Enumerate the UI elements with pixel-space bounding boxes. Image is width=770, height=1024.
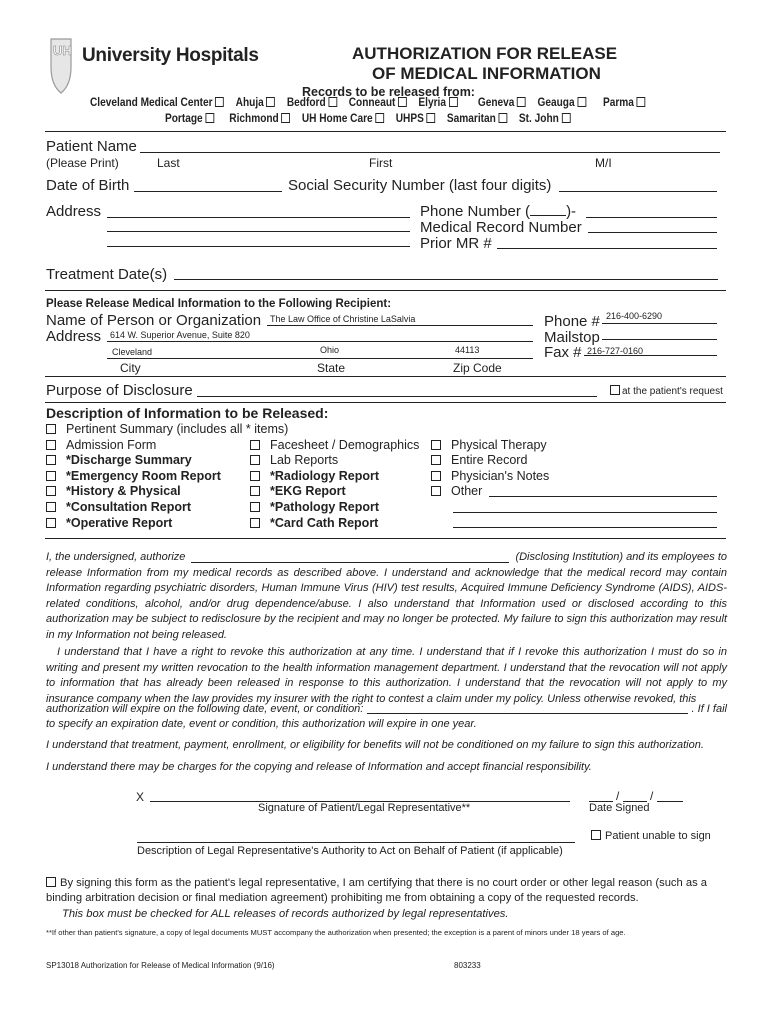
revoke-body: I understand that I have a right to revoke this authorization at any time. I understand that if I revoke this authorization I must do so in writing and present my written revocation to the health information management department. I understand that the revocation will not apply to information that has already been released in response to this authorization. I understand that the revocation will not apply to my insurance company when the law provides my insurer with the right to contest a claim under my policy. Unless otherwise revoked, this (46, 646, 727, 705)
info-item[interactable] (250, 438, 419, 454)
uh-shield-icon (47, 33, 77, 95)
info-checkbox[interactable] (250, 502, 260, 512)
address-line-3[interactable] (107, 246, 410, 247)
brand-name: University Hospitals (82, 45, 259, 66)
form-code: 803233 (454, 961, 481, 970)
expiration-line (46, 702, 727, 733)
location-11: UHPS (395, 113, 424, 125)
info-label: *Card Cath Report (270, 515, 379, 530)
info-item[interactable] (250, 469, 419, 485)
form-title-line2: OF MEDICAL INFORMATION (372, 64, 601, 83)
info-label: Other (451, 484, 483, 499)
location-1: Ahuja (235, 97, 264, 109)
location-0: Cleveland Medical Center (90, 97, 213, 109)
info-item[interactable] (431, 453, 549, 469)
patient-name-label: Patient Name (46, 138, 137, 155)
location-6-checkbox[interactable] (577, 97, 586, 107)
location-3: Conneaut (348, 97, 396, 109)
location-8-checkbox[interactable] (205, 113, 214, 123)
location-10: UH Home Care (301, 113, 373, 125)
info-checkbox[interactable] (46, 471, 56, 481)
recipient-name-label: Name of Person or Organization (46, 312, 262, 329)
first-name-label: First (369, 156, 393, 170)
zip-code-label: Zip Code (453, 361, 502, 375)
patient-request-option (610, 385, 723, 397)
recipient-name-value[interactable]: The Law Office of Christine LaSalvia (270, 314, 416, 324)
info-item[interactable] (250, 484, 419, 500)
info-checkbox[interactable] (46, 424, 56, 434)
certify-block (46, 876, 727, 922)
date-year-field[interactable] (657, 801, 683, 802)
unable-to-sign-label: Patient unable to sign (605, 830, 711, 842)
mailstop-field[interactable] (602, 339, 717, 340)
location-7-checkbox[interactable] (637, 97, 646, 107)
prior-mr-field[interactable] (497, 248, 717, 249)
info-item[interactable] (250, 453, 419, 469)
info-col2 (250, 438, 419, 532)
address-line-1[interactable] (107, 217, 410, 218)
mailstop-label: Mailstop (544, 329, 600, 346)
info-checkbox[interactable] (431, 440, 441, 450)
info-checkbox[interactable] (46, 502, 56, 512)
info-item[interactable] (250, 500, 419, 516)
location-5-checkbox[interactable] (517, 97, 526, 107)
location-11-checkbox[interactable] (426, 113, 435, 123)
location-9: Richmond (229, 113, 279, 125)
date-slash-1: / (616, 789, 620, 803)
recipient-heading: Please Release Medical Information to the Following Recipient: (46, 298, 392, 310)
prior-mr-label: Prior MR # (420, 235, 492, 252)
signature-x-mark: X (136, 790, 145, 804)
date-slash-2: / (650, 789, 654, 803)
expiration-last: to specify an expiration date, event or condition, this authorization will expire in one year. (46, 718, 477, 731)
info-label: *Emergency Room Report (66, 468, 221, 483)
recipient-city-value[interactable]: Cleveland (112, 347, 153, 357)
info-label: *Radiology Report (270, 468, 380, 483)
other-line-2[interactable] (453, 512, 717, 513)
info-checkbox[interactable] (250, 486, 260, 496)
info-col3 (431, 438, 549, 500)
phone-number-field[interactable] (586, 217, 717, 218)
patient-request-checkbox[interactable] (610, 385, 620, 395)
city-label: City (120, 361, 141, 375)
recipient-phone-label: Phone # (544, 313, 600, 330)
expiration-end: . If I fail (691, 702, 727, 715)
recipient-address-label: Address (46, 328, 102, 345)
signature-label: Signature of Patient/Legal Representative** (258, 802, 471, 814)
please-print-label: (Please Print) (46, 156, 119, 170)
recipient-zip-value[interactable]: 44113 (455, 345, 480, 355)
state-label: State (317, 361, 346, 375)
location-2-checkbox[interactable] (328, 97, 337, 107)
info-label: *Consultation Report (66, 499, 191, 514)
description-heading: Description of Information to be Released: (46, 405, 329, 421)
address-label: Address (46, 203, 102, 220)
locations-row2 (165, 113, 572, 125)
recipient-address-value[interactable]: 614 W. Superior Avenue, Suite 820 (110, 330, 250, 340)
info-label: *Discharge Summary (66, 453, 192, 468)
info-label: *EKG Report (270, 484, 346, 499)
recipient-fax-value[interactable]: 216-727-0160 (587, 346, 644, 356)
info-checkbox[interactable] (431, 471, 441, 481)
date-signed-label: Date Signed (589, 802, 650, 814)
info-label: *Operative Report (66, 515, 173, 530)
recipient-name-field[interactable] (267, 325, 533, 326)
location-0-checkbox[interactable] (215, 97, 224, 107)
treatment-dates-label: Treatment Date(s) (46, 266, 168, 283)
purpose-label: Purpose of Disclosure (46, 382, 193, 399)
info-label: Entire Record (451, 453, 528, 468)
authorize-first-line (46, 550, 727, 566)
description-section-divider (45, 538, 726, 539)
location-3-checkbox[interactable] (398, 97, 407, 107)
ssn-field[interactable] (559, 191, 717, 192)
recipient-city-state-zip-field[interactable] (107, 358, 533, 359)
location-12: Samaritan (446, 113, 496, 125)
location-4: Elyria (418, 97, 447, 109)
info-checkbox[interactable] (250, 440, 260, 450)
info-label: Lab Reports (270, 453, 339, 468)
location-6: Geauga (537, 97, 575, 109)
info-label: Admission Form (66, 437, 157, 452)
location-4-checkbox[interactable] (449, 97, 458, 107)
recipient-phone-field[interactable] (602, 323, 717, 324)
info-checkbox[interactable] (46, 486, 56, 496)
logo (47, 33, 77, 95)
footnote: **If other than patient's signature, a copy of legal documents MUST accompany the authorization when presented; the exception is a parent of minors under 18 years of age. (46, 928, 626, 937)
authorize-start: I, the undersigned, authorize (46, 551, 186, 563)
info-checkbox[interactable] (250, 471, 260, 481)
mrn-label: Medical Record Number (420, 219, 582, 236)
patient-section-divider (45, 290, 726, 291)
representative-authority-label: Description of Legal Representative's Authority to Act on Behalf of Patient (if applicable) (137, 845, 563, 857)
location-2: Bedford (286, 97, 326, 109)
info-item[interactable] (431, 469, 549, 485)
authorize-end: (Disclosing Institution) and its employees to (515, 551, 727, 563)
info-item[interactable] (46, 422, 288, 438)
recipient-address-field[interactable] (107, 341, 533, 342)
expiration-start: authorization will expire on the following date, event, or condition: (46, 702, 364, 715)
expiration-field[interactable] (367, 713, 687, 714)
must-check-text: This box must be checked for ALL releases of records authorized by legal representatives. (62, 907, 509, 920)
location-12-checkbox[interactable] (498, 113, 507, 123)
info-checkbox[interactable] (46, 440, 56, 450)
revoke-paragraph (46, 645, 727, 707)
info-checkbox[interactable] (250, 455, 260, 465)
info-label: Physical Therapy (451, 437, 547, 452)
location-7: Parma (602, 97, 634, 109)
address-line-2[interactable] (107, 231, 410, 232)
form-title-line1: AUTHORIZATION FOR RELEASE (352, 44, 618, 63)
info-checkbox[interactable] (46, 455, 56, 465)
recipient-fax-label: Fax # (544, 344, 582, 361)
dob-field[interactable] (134, 191, 282, 192)
recipient-phone-value[interactable]: 216-400-6290 (606, 311, 663, 321)
patient-name-field[interactable] (140, 152, 720, 153)
phone-number-prefix: Phone Number ( (420, 203, 531, 220)
last-name-label: Last (157, 156, 180, 170)
authorize-body: release Information from my medical records as described above. I understand and acknowledge that the medical record may contain Information regarding psychiatric disorders, Human Immune Virus (HIV) test results, Acquired Immune Deficiency Syndrome (AIDS), AIDS-related conditions, alcohol, and/or drug dependence/abuse. I also understand that Information used or disclosed according to this authorization may be subject to redisclosure by the recipient and may no longer be protected. My failure to sign this authorization may result in my Information not being released. (46, 566, 727, 641)
location-9-checkbox[interactable] (281, 113, 290, 123)
location-8: Portage (165, 113, 203, 125)
area-code-field[interactable] (530, 204, 566, 216)
recipient-state-value[interactable]: Ohio (320, 345, 340, 355)
disclosing-institution-field[interactable] (191, 562, 509, 563)
charges-paragraph: I understand there may be charges for the copying and release of Information and accept financial responsibility. (46, 761, 592, 773)
certify-checkbox[interactable] (46, 877, 56, 887)
info-checkbox[interactable] (431, 455, 441, 465)
phone-number-suffix: )- (566, 203, 577, 220)
info-checkbox[interactable] (431, 486, 441, 496)
records-from-label: Records to be released from: (302, 85, 475, 99)
locations-row1 (90, 97, 647, 109)
representative-authority-field[interactable] (137, 842, 575, 843)
patient-request-label: at the patient's request (622, 386, 723, 397)
info-item[interactable] (250, 516, 419, 532)
unable-to-sign-option (591, 830, 711, 842)
treatment-dates-field[interactable] (174, 279, 718, 280)
purpose-section-divider (45, 402, 726, 403)
location-13: St. John (518, 113, 559, 125)
dob-label: Date of Birth (46, 177, 130, 194)
middle-initial-label: M/I (595, 156, 612, 170)
info-label: Pertinent Summary (includes all * items) (66, 422, 289, 436)
location-10-checkbox[interactable] (375, 113, 384, 123)
treatment-paragraph: I understand that treatment, payment, enrollment, or eligibility for benefits will not be conditioned on my failure to sign this authorization. (46, 739, 704, 751)
info-label: *History & Physical (66, 484, 181, 499)
location-5: Geneva (477, 97, 515, 109)
info-item[interactable] (431, 438, 549, 454)
mrn-field[interactable] (588, 232, 717, 233)
recipient-section-divider (45, 376, 726, 377)
location-1-checkbox[interactable] (266, 97, 275, 107)
other-line-1[interactable] (489, 496, 717, 497)
phone-number-label (420, 203, 576, 220)
authorize-paragraph (46, 550, 727, 644)
svg-text:UH: UH (53, 43, 72, 58)
info-checkbox[interactable] (46, 518, 56, 528)
purpose-field[interactable] (197, 396, 597, 397)
other-line-3[interactable] (453, 527, 717, 528)
info-label: Facesheet / Demographics (270, 437, 420, 452)
ssn-label: Social Security Number (last four digits) (288, 177, 552, 194)
unable-to-sign-checkbox[interactable] (591, 830, 601, 840)
location-13-checkbox[interactable] (561, 113, 570, 123)
info-item[interactable] (431, 484, 549, 500)
form-id: SP13018 Authorization for Release of Medical Information (9/16) (46, 961, 275, 970)
info-label: *Pathology Report (270, 499, 380, 514)
header-divider (45, 131, 726, 132)
info-label: Physician's Notes (451, 468, 550, 483)
info-checkbox[interactable] (250, 518, 260, 528)
certify-text: By signing this form as the patient's legal representative, I am certifying that there is no court order or other legal reason (such as a binding arbitration decision or final mediation agreement) prohibiting me from obtaining a copy of the requested records. (46, 877, 707, 905)
